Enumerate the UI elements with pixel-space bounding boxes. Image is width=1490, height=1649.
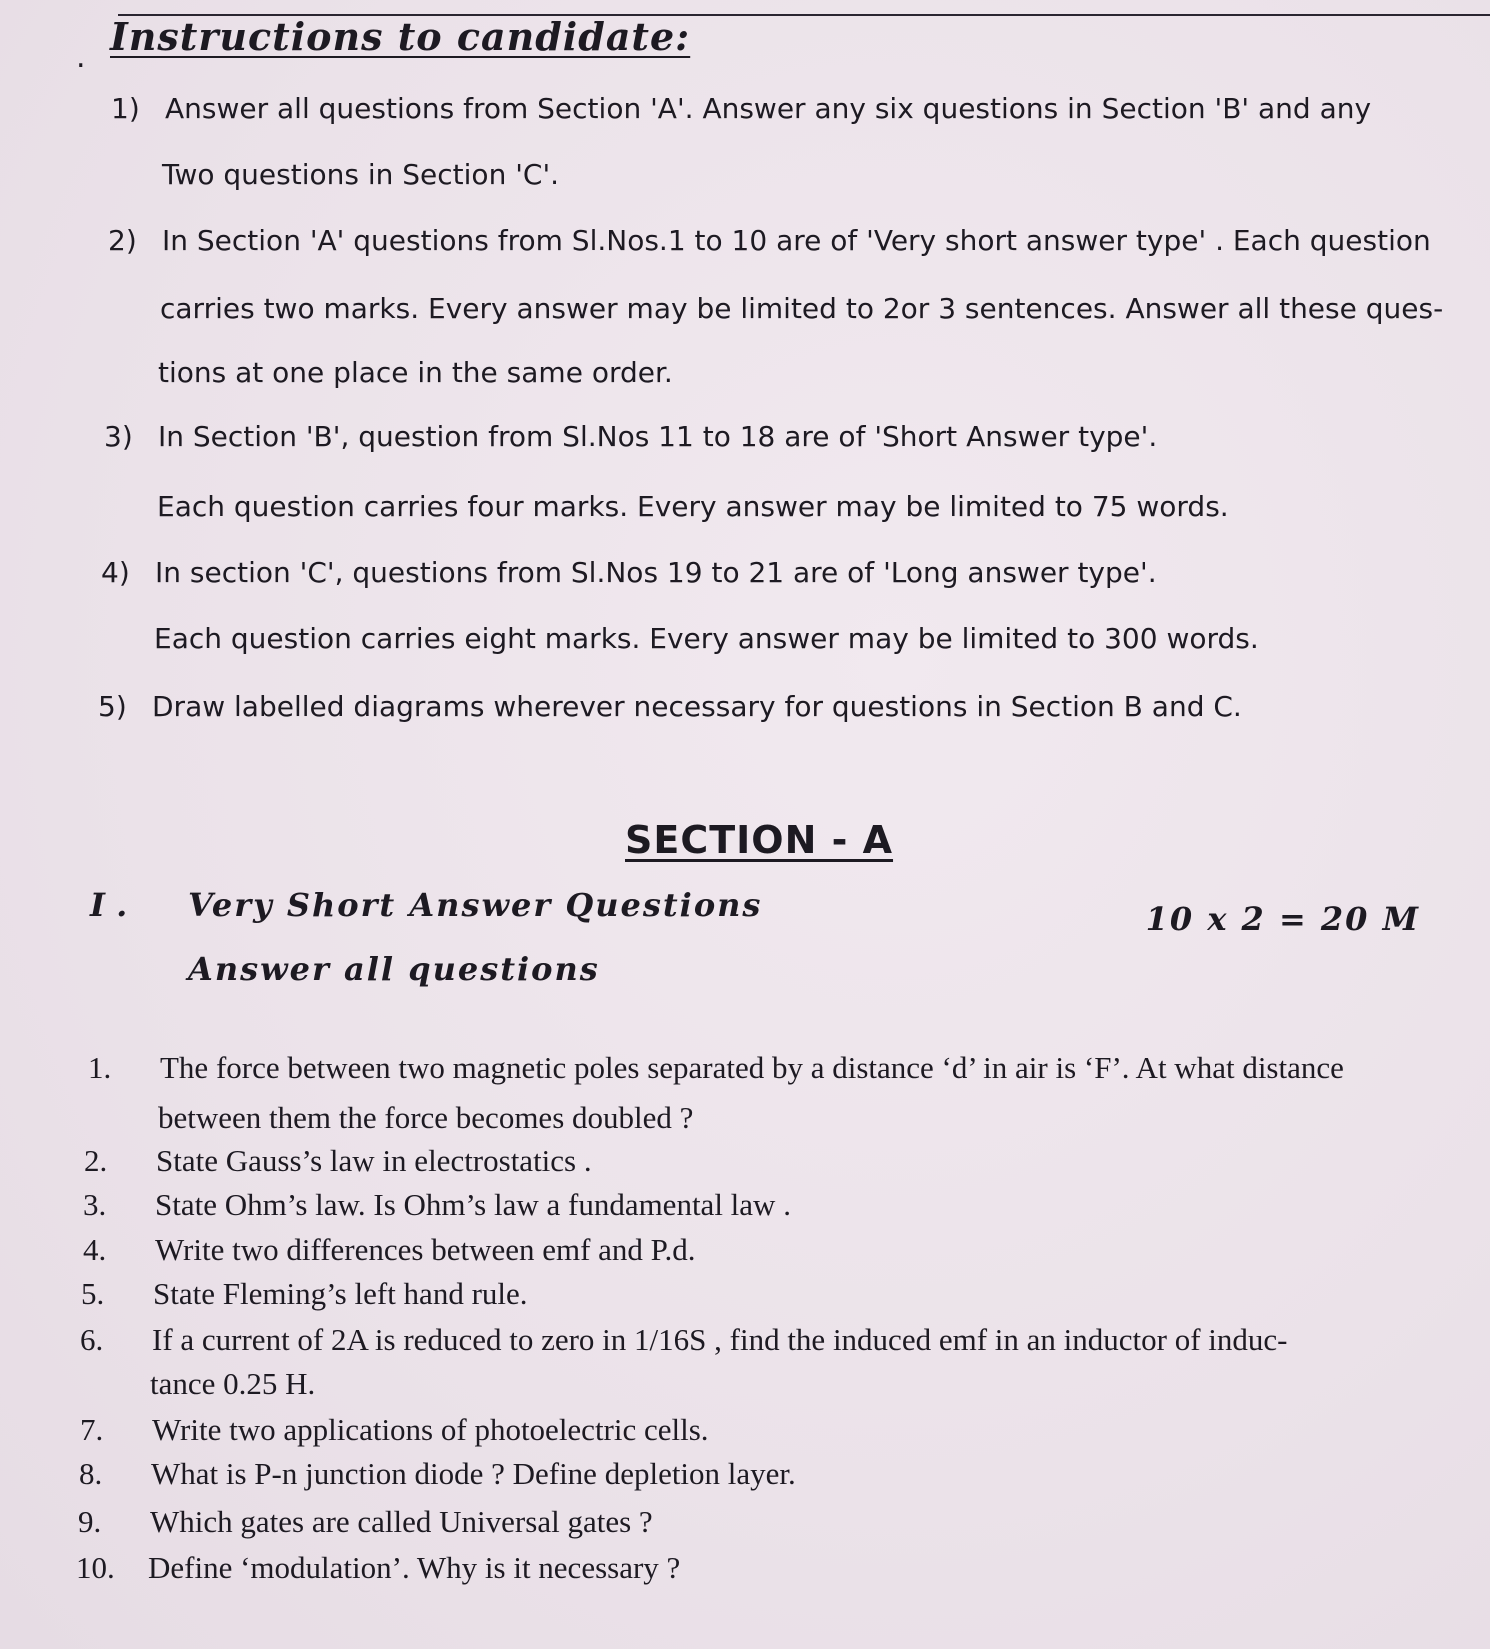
question-text: Define ‘modulation’. Why is it necessary ?	[148, 1550, 681, 1585]
question-group-marks: 10 x 2 = 20 M	[1145, 900, 1420, 938]
question-5	[81, 1276, 528, 1312]
question-number: 4.	[83, 1232, 107, 1267]
instruction-text: In Section 'B', question from Sl.Nos 11 to 18 are of 'Short Answer type'.	[158, 420, 1158, 453]
question-2	[84, 1143, 592, 1179]
question-text: What is P-n junction diode ? Define depletion layer.	[151, 1456, 796, 1491]
instruction-text: carries two marks. Every answer may be limited to 2or 3 sentences. Answer all these ques-	[160, 292, 1444, 325]
question-number: 3.	[83, 1187, 107, 1222]
question-number: 1.	[88, 1050, 112, 1085]
question-text: State Fleming’s left hand rule.	[153, 1276, 528, 1311]
question-1-line-1	[88, 1050, 1344, 1086]
question-text: Write two applications of photoelectric cells.	[152, 1412, 709, 1447]
question-6-line-1	[80, 1322, 1288, 1358]
instruction-number: 2)	[108, 224, 137, 257]
question-text: State Gauss’s law in electrostatics .	[156, 1143, 592, 1178]
instruction-1-line-1	[111, 92, 1372, 125]
question-10	[76, 1550, 681, 1586]
instruction-2-line-2	[160, 292, 1443, 325]
question-group-number: I .	[90, 886, 128, 924]
instruction-text: Two questions in Section 'C'.	[162, 158, 560, 191]
question-1-line-2	[158, 1100, 693, 1136]
instruction-text: Each question carries four marks. Every answer may be limited to 75 words.	[157, 490, 1229, 523]
instruction-2-line-3	[158, 356, 673, 389]
question-text: If a current of 2A is reduced to zero in 1/16S , find the induced emf in an inductor of induc-	[152, 1322, 1288, 1357]
question-9	[78, 1504, 653, 1540]
question-group-heading: Very Short Answer Questions	[188, 886, 763, 924]
instructions-heading: Instructions to candidate:	[110, 14, 691, 59]
question-number: 6.	[80, 1322, 104, 1357]
instruction-2-line-1	[108, 224, 1431, 257]
instruction-text: Answer all questions from Section 'A'. Answer any six questions in Section 'B' and any	[165, 92, 1372, 125]
question-6-line-2	[150, 1366, 315, 1402]
instruction-3-line-1	[104, 420, 1158, 453]
instruction-number: 5)	[98, 690, 127, 723]
question-number: 8.	[79, 1456, 103, 1491]
question-number: 9.	[78, 1504, 102, 1539]
instruction-number: 4)	[101, 556, 130, 589]
bullet-dot: .	[76, 40, 86, 75]
instruction-3-line-2	[157, 490, 1229, 523]
instruction-text: Each question carries eight marks. Every answer may be limited to 300 words.	[154, 622, 1259, 655]
instruction-text: In Section 'A' questions from Sl.Nos.1 to 10 are of 'Very short answer type' . Each question	[162, 224, 1431, 257]
question-4	[83, 1232, 696, 1268]
instruction-1-line-2	[162, 158, 559, 191]
question-text: Which gates are called Universal gates ?	[150, 1504, 653, 1539]
question-number: 5.	[81, 1276, 105, 1311]
instruction-text: tions at one place in the same order.	[158, 356, 673, 389]
instruction-text: Draw labelled diagrams wherever necessary for questions in Section B and C.	[152, 690, 1242, 723]
question-text: tance 0.25 H.	[150, 1366, 316, 1401]
question-7	[80, 1412, 709, 1448]
question-3	[83, 1187, 791, 1223]
question-8	[79, 1456, 796, 1492]
question-number: 10.	[76, 1550, 115, 1585]
instruction-5-line-1	[98, 690, 1242, 723]
question-number: 2.	[84, 1143, 108, 1178]
question-number: 7.	[80, 1412, 104, 1447]
instruction-text: In section 'C', questions from Sl.Nos 19 to 21 are of 'Long answer type'.	[155, 556, 1157, 589]
question-text: The force between two magnetic poles separated by a distance ‘d’ in air is ‘F’. At what distance	[160, 1050, 1344, 1085]
question-text: Write two differences between emf and P.d.	[155, 1232, 696, 1267]
question-group-subheading: Answer all questions	[188, 950, 600, 988]
instruction-4-line-2	[154, 622, 1259, 655]
instruction-number: 1)	[111, 92, 140, 125]
question-text: State Ohm’s law. Is Ohm’s law a fundamental law .	[155, 1187, 791, 1222]
instruction-number: 3)	[104, 420, 133, 453]
instruction-4-line-1	[101, 556, 1157, 589]
section-title: SECTION - A	[625, 818, 894, 862]
question-text: between them the force becomes doubled ?	[158, 1100, 694, 1135]
